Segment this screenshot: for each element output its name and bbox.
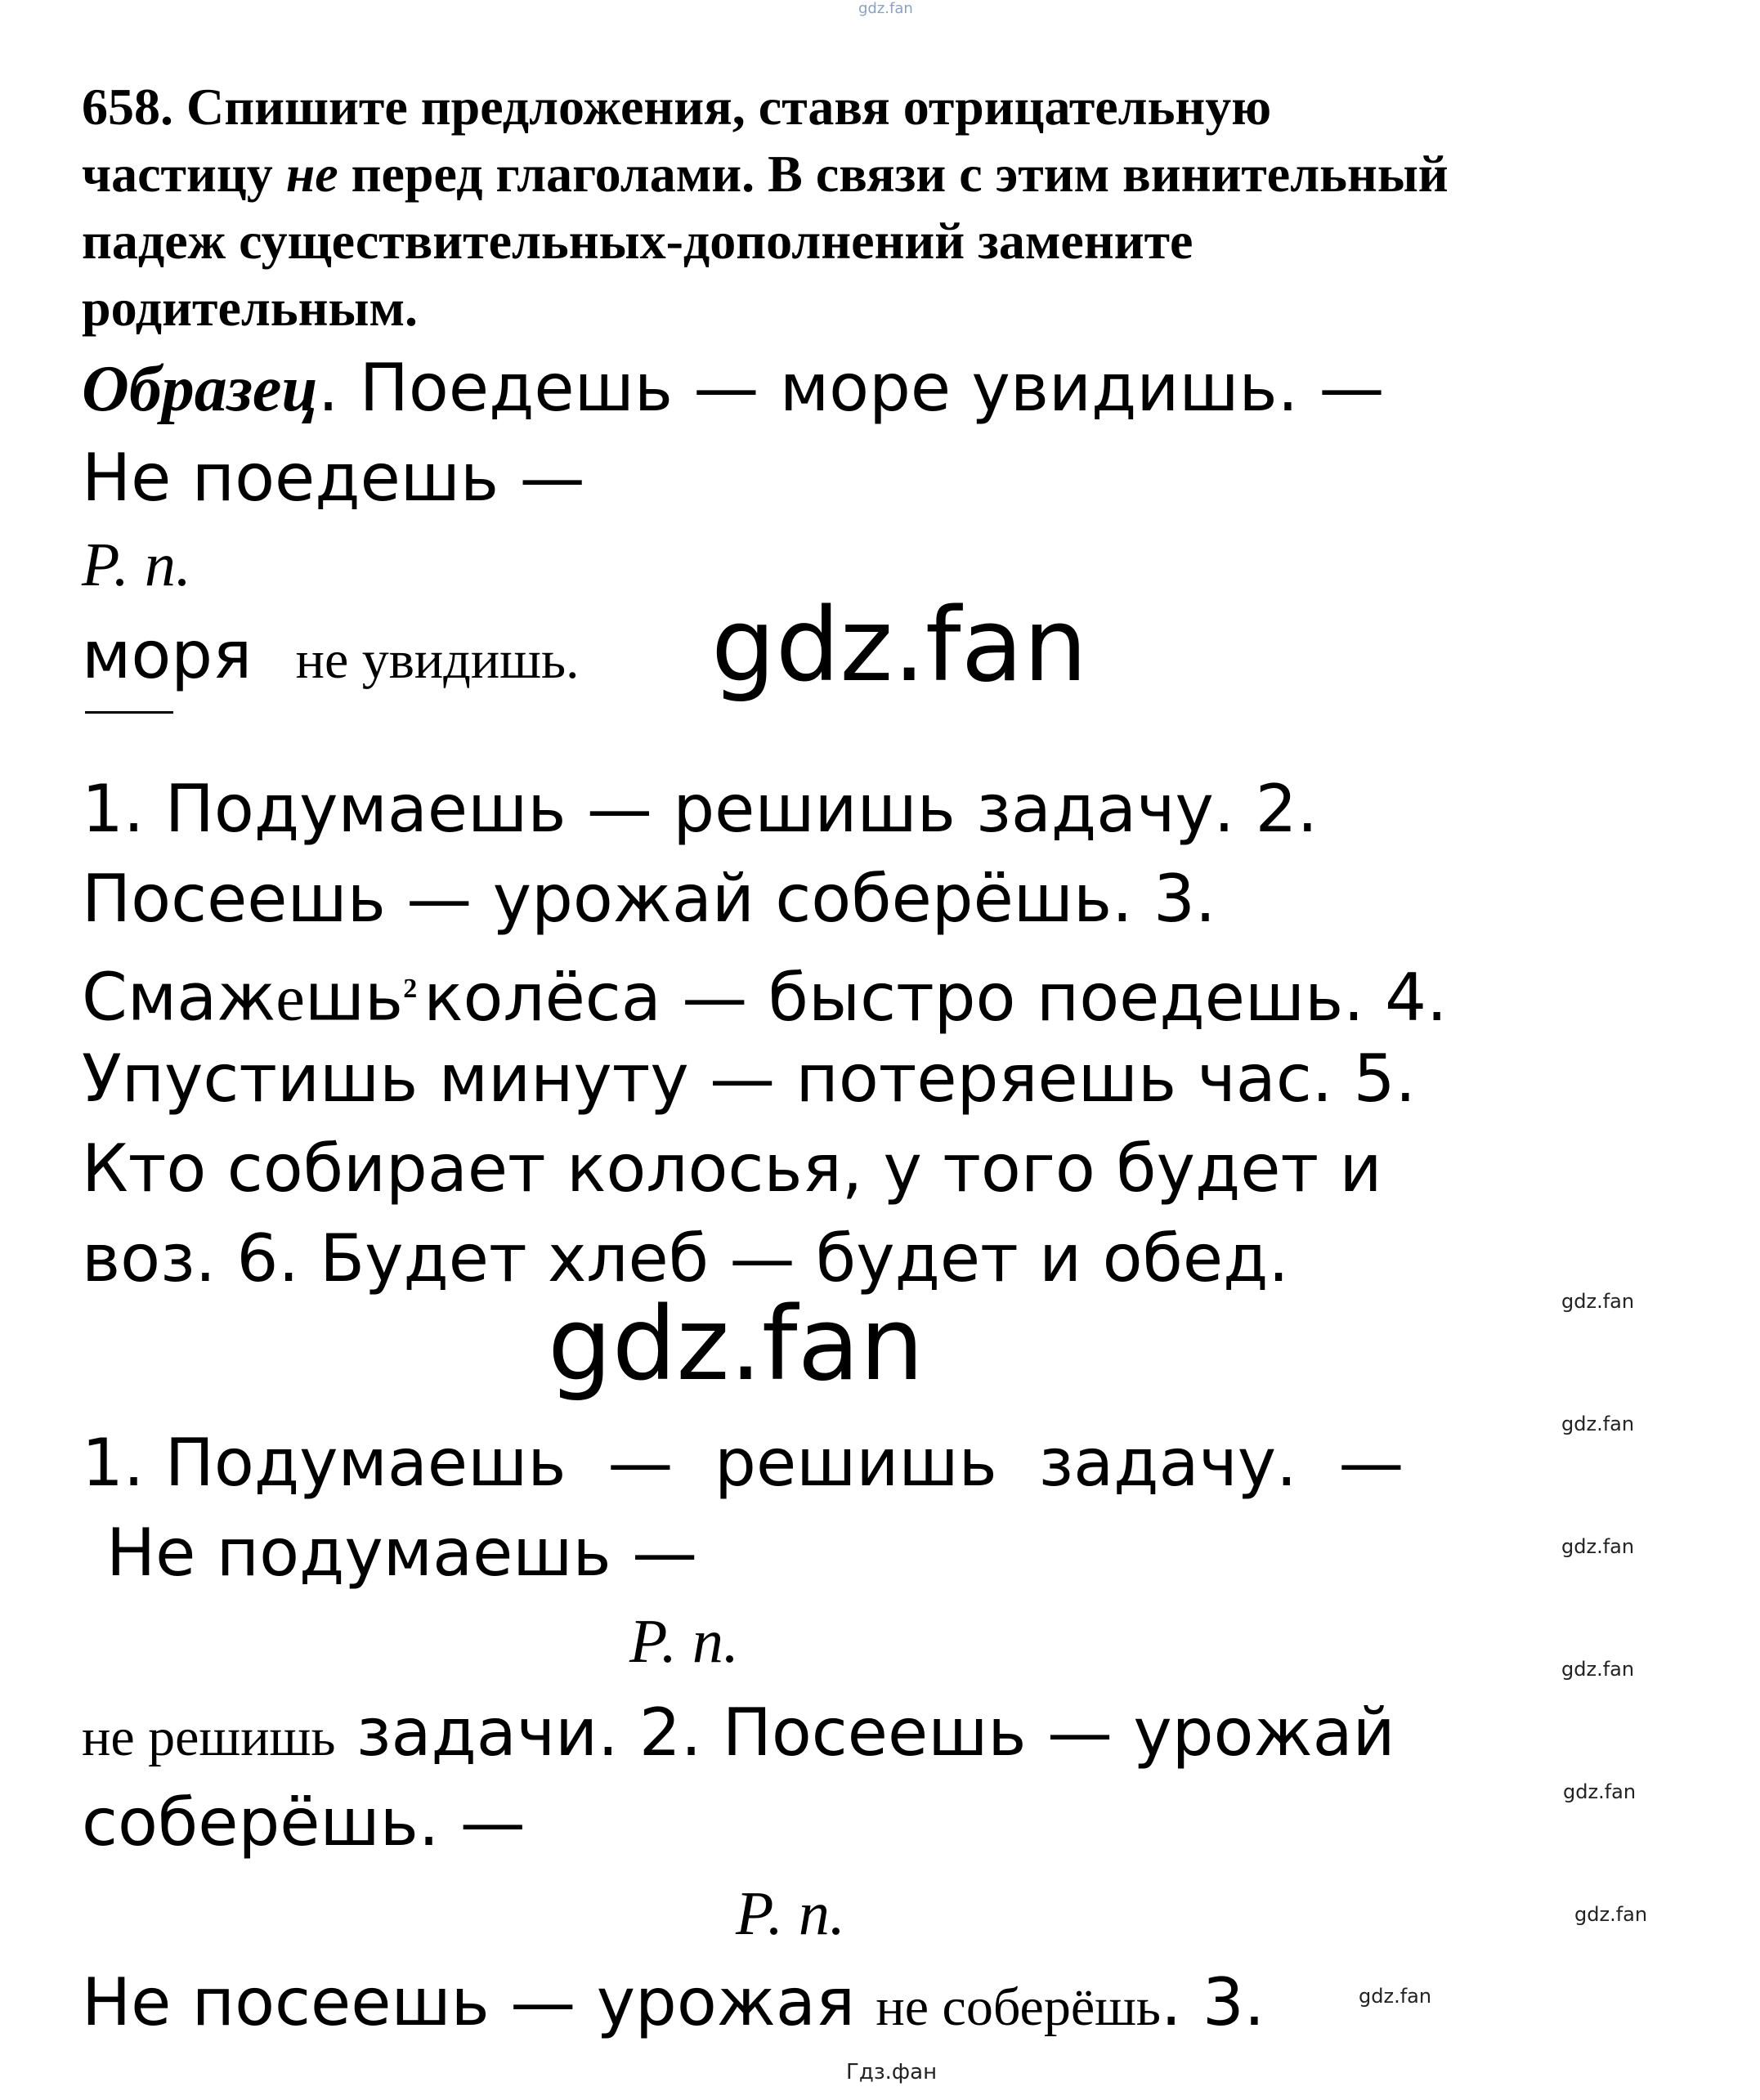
- task-text: Спишите предложения, ставя отрицательную: [186, 78, 1272, 136]
- big-watermark-1: gdz.fan: [711, 587, 1088, 705]
- side-watermark: gdz.fan: [1561, 1413, 1635, 1435]
- side-watermark: gdz.fan: [1574, 1903, 1648, 1926]
- sample-serif-phrase: не увидишь.: [295, 630, 580, 690]
- task-line-1: [82, 74, 1271, 141]
- exercise-line-3: Смажешь$^2$ колёса — быстро поедешь. 4.: [82, 959, 1448, 1036]
- underline-mark: [85, 711, 173, 714]
- task-number: 658.: [82, 78, 173, 136]
- side-watermark: gdz.fan: [1359, 1985, 1432, 2008]
- big-watermark-2: gdz.fan: [548, 1286, 925, 1404]
- side-watermark: gdz.fan: [1561, 1290, 1635, 1313]
- sample-label: Образец: [82, 353, 318, 425]
- task-line-2: частицу не перед глаголами. В связи с этим винительный: [82, 145, 1449, 203]
- answer-line-4: соберёшь. —: [82, 1784, 526, 1860]
- footer-watermark: Гдз.фан: [846, 2060, 938, 2084]
- exercise-line-1: 1. Подумаешь — решишь задачу. 2.: [82, 771, 1318, 847]
- side-watermark: gdz.fan: [1563, 1780, 1637, 1803]
- side-watermark: gdz.fan: [1561, 1658, 1635, 1681]
- top-watermark: gdz.fan: [858, 0, 913, 17]
- answer-line-5: Не посеешь — урожая не соберёшь. 3.: [82, 1964, 1265, 2040]
- exercise-line-2: Посеешь — урожай соберёшь. 3.: [82, 861, 1216, 937]
- exercise-line-6: воз. 6. Будет хлеб — будет и обед.: [82, 1220, 1289, 1296]
- task-line-3: падеж существительных-дополнений замените: [82, 212, 1193, 270]
- answer-line-2: Не подумаешь —: [106, 1515, 698, 1591]
- sample-line-1: Образец. Поедешь — море увидишь. —: [82, 350, 1385, 426]
- side-watermark: gdz.fan: [1561, 1535, 1635, 1558]
- exercise-line-4: Упустишь минуту — потеряешь час. 5.: [82, 1041, 1416, 1117]
- sample-line-2: Не поедешь —: [82, 440, 585, 516]
- footnote-mark: 2: [403, 974, 418, 1004]
- particle-ne: не: [285, 145, 338, 203]
- answer-case-note-2: Р. п.: [736, 1879, 845, 1948]
- sample-line-3: [82, 615, 580, 701]
- exercise-line-5: Кто собирает колосья, у того будет и: [82, 1131, 1382, 1207]
- answer-line-3: не решишь задачи. 2. Посеешь — урожай: [82, 1695, 1395, 1771]
- answer-case-note-1: Р. п.: [629, 1607, 739, 1676]
- answer-line-1: 1. Подумаешь — решишь задачу. —: [82, 1425, 1404, 1501]
- sample-case-note: Р. п.: [82, 531, 191, 599]
- sample-word: моря: [82, 617, 253, 693]
- task-line-4: родительным.: [82, 279, 419, 337]
